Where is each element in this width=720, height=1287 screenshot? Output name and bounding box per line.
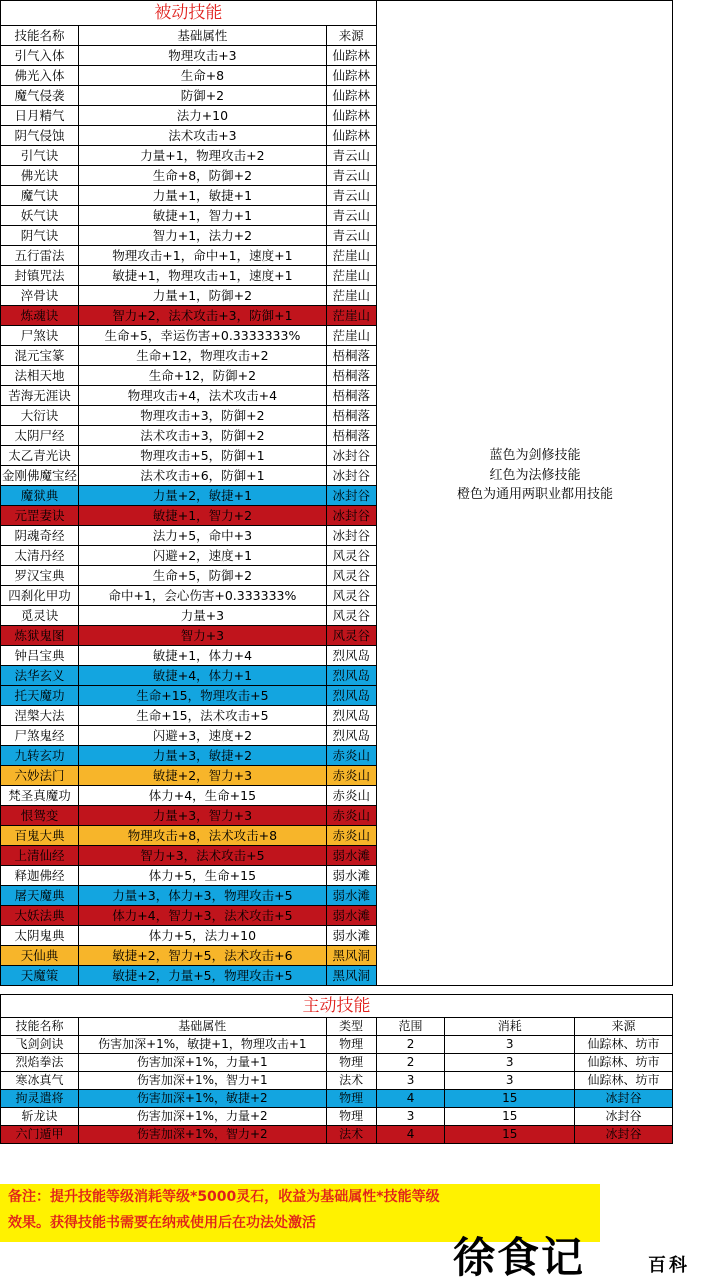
skill-source: 风灵谷 — [326, 626, 376, 646]
active-skill-row — [1, 1108, 673, 1126]
skill-attr: 智力+3，法术攻击+5 — [78, 846, 326, 866]
skill-range: 2 — [376, 1054, 445, 1072]
skill-name: 梵圣真魔功 — [1, 786, 79, 806]
skill-attr: 闪避+2，速度+1 — [78, 546, 326, 566]
skill-name: 苦海无涯诀 — [1, 386, 79, 406]
skill-source: 风灵谷 — [326, 546, 376, 566]
skill-attr: 敏捷+1，体力+4 — [78, 646, 326, 666]
skill-name: 五行雷法 — [1, 246, 79, 266]
skill-source: 黑风洞 — [326, 946, 376, 966]
skill-attr: 伤害加深+1%，力量+1 — [78, 1054, 326, 1072]
skill-source: 仙踪林、坊市 — [575, 1072, 673, 1090]
skill-attr: 法术攻击+6，防御+1 — [78, 466, 326, 486]
skill-name: 太阴尸经 — [1, 426, 79, 446]
skill-cost: 3 — [445, 1036, 575, 1054]
skill-source: 仙踪林 — [326, 66, 376, 86]
skill-source: 冰封谷 — [326, 466, 376, 486]
skill-attr: 法力+5，命中+3 — [78, 526, 326, 546]
active-title: 主动技能 — [1, 995, 673, 1018]
skill-attr: 命中+1，会心伤害+0.333333% — [78, 586, 326, 606]
skill-source: 青云山 — [326, 166, 376, 186]
skill-name: 九转玄功 — [1, 746, 79, 766]
skill-source: 冰封谷 — [326, 486, 376, 506]
skill-source: 黑风洞 — [326, 966, 376, 986]
active-skills-table — [0, 994, 673, 1144]
skill-cost: 3 — [445, 1054, 575, 1072]
skill-source: 弱水滩 — [326, 846, 376, 866]
skill-source: 弱水滩 — [326, 926, 376, 946]
skill-attr: 伤害加深+1%，智力+2 — [78, 1126, 326, 1144]
skill-name: 尸煞诀 — [1, 326, 79, 346]
skill-source: 茫崖山 — [326, 306, 376, 326]
skill-attr: 防御+2 — [78, 86, 326, 106]
skill-name: 炼魂诀 — [1, 306, 79, 326]
skill-name: 飞剑剑诀 — [1, 1036, 79, 1054]
skill-name: 太阴鬼典 — [1, 926, 79, 946]
skill-name: 寒冰真气 — [1, 1072, 79, 1090]
skill-name: 阴魂奇经 — [1, 526, 79, 546]
active-skill-row — [1, 1090, 673, 1108]
skill-name: 罗汉宝典 — [1, 566, 79, 586]
skill-attr: 力量+3，体力+3，物理攻击+5 — [78, 886, 326, 906]
skill-source: 烈风岛 — [326, 686, 376, 706]
skill-attr: 体力+5，生命+15 — [78, 866, 326, 886]
skill-source: 赤炎山 — [326, 786, 376, 806]
skill-source: 弱水滩 — [326, 886, 376, 906]
skill-attr: 敏捷+2，智力+3 — [78, 766, 326, 786]
skill-name: 金刚佛魔宝经 — [1, 466, 79, 486]
skill-source: 风灵谷 — [326, 606, 376, 626]
skill-attr: 力量+3，智力+3 — [78, 806, 326, 826]
skill-type: 物理 — [326, 1036, 376, 1054]
skill-name: 烈焰拳法 — [1, 1054, 79, 1072]
color-legend — [395, 446, 675, 505]
skill-source: 茫崖山 — [326, 266, 376, 286]
skill-range: 2 — [376, 1036, 445, 1054]
skill-source: 风灵谷 — [326, 566, 376, 586]
skill-name: 日月精气 — [1, 106, 79, 126]
active-skill-row — [1, 1126, 673, 1144]
skill-attr: 伤害加深+1%，力量+2 — [78, 1108, 326, 1126]
skill-name: 魔气侵袭 — [1, 86, 79, 106]
skill-attr: 敏捷+4，体力+1 — [78, 666, 326, 686]
skill-source: 冰封谷 — [326, 506, 376, 526]
skill-source: 冰封谷 — [326, 526, 376, 546]
skill-source: 仙踪林 — [326, 46, 376, 66]
skill-type: 法术 — [326, 1126, 376, 1144]
skill-attr: 物理攻击+8，法术攻击+8 — [78, 826, 326, 846]
active-header-row — [1, 1018, 673, 1036]
skill-name: 天魔策 — [1, 966, 79, 986]
skill-name: 引气诀 — [1, 146, 79, 166]
skill-name: 恨鸳变 — [1, 806, 79, 826]
skill-name: 妖气诀 — [1, 206, 79, 226]
skill-source: 烈风岛 — [326, 726, 376, 746]
footnote-line-1: 备注：提升技能等级消耗等级*5000灵石，收益为基础属性*技能等级 — [8, 1189, 440, 1205]
skill-cost: 15 — [445, 1090, 575, 1108]
skill-name: 混元宝篆 — [1, 346, 79, 366]
skill-name: 天仙典 — [1, 946, 79, 966]
skill-attr: 力量+1，敏捷+1 — [78, 186, 326, 206]
active-col-cost: 消耗 — [445, 1018, 575, 1036]
skill-attr: 法术攻击+3，防御+2 — [78, 426, 326, 446]
skill-source: 梧桐落 — [326, 366, 376, 386]
skill-name: 涅槃大法 — [1, 706, 79, 726]
skill-name: 上清仙经 — [1, 846, 79, 866]
skill-name: 封镇咒法 — [1, 266, 79, 286]
skill-source: 烈风岛 — [326, 666, 376, 686]
col-header-name: 技能名称 — [1, 26, 79, 46]
skill-source: 赤炎山 — [326, 746, 376, 766]
skill-source: 青云山 — [326, 206, 376, 226]
skill-name: 大妖法典 — [1, 906, 79, 926]
skill-name: 元罡妻诀 — [1, 506, 79, 526]
skill-name: 阴气诀 — [1, 226, 79, 246]
skill-source: 弱水滩 — [326, 866, 376, 886]
skill-source: 烈风岛 — [326, 646, 376, 666]
skill-attr: 物理攻击+1，命中+1，速度+1 — [78, 246, 326, 266]
skill-source: 仙踪林 — [326, 126, 376, 146]
skill-attr: 生命+12，防御+2 — [78, 366, 326, 386]
skill-name: 托天魔功 — [1, 686, 79, 706]
skill-name: 淬骨诀 — [1, 286, 79, 306]
skill-name: 引气入体 — [1, 46, 79, 66]
skill-source: 茫崖山 — [326, 326, 376, 346]
skill-name: 钟吕宝典 — [1, 646, 79, 666]
active-skill-row — [1, 1054, 673, 1072]
skill-attr: 物理攻击+3 — [78, 46, 326, 66]
skill-name: 拘灵遣将 — [1, 1090, 79, 1108]
active-col-attr: 基础属性 — [78, 1018, 326, 1036]
legend-blue: 蓝色为剑修技能 — [489, 448, 581, 463]
skill-attr: 体力+4，智力+3，法术攻击+5 — [78, 906, 326, 926]
skill-range: 4 — [376, 1090, 445, 1108]
skill-name: 阴气侵蚀 — [1, 126, 79, 146]
skill-source: 冰封谷 — [575, 1108, 673, 1126]
skill-name: 屠天魔典 — [1, 886, 79, 906]
skill-cost: 3 — [445, 1072, 575, 1090]
skill-type: 法术 — [326, 1072, 376, 1090]
skill-range: 3 — [376, 1072, 445, 1090]
watermark-logo: 徐食记 — [453, 1233, 586, 1282]
skill-name: 觅灵诀 — [1, 606, 79, 626]
skill-attr: 伤害加深+1%，敏捷+2 — [78, 1090, 326, 1108]
skill-attr: 生命+12，物理攻击+2 — [78, 346, 326, 366]
skill-attr: 力量+1，物理攻击+2 — [78, 146, 326, 166]
active-col-range: 范围 — [376, 1018, 445, 1036]
passive-title: 被动技能 — [1, 1, 377, 26]
col-header-source: 来源 — [326, 26, 376, 46]
skill-source: 仙踪林、坊市 — [575, 1054, 673, 1072]
active-col-name: 技能名称 — [1, 1018, 79, 1036]
skill-attr: 力量+3，敏捷+2 — [78, 746, 326, 766]
skill-attr: 体力+4，生命+15 — [78, 786, 326, 806]
skill-attr: 法力+10 — [78, 106, 326, 126]
skill-range: 4 — [376, 1126, 445, 1144]
skill-source: 青云山 — [326, 146, 376, 166]
skill-attr: 力量+1，防御+2 — [78, 286, 326, 306]
skill-attr: 生命+5，防御+2 — [78, 566, 326, 586]
skill-name: 佛光诀 — [1, 166, 79, 186]
skill-attr: 体力+5，法力+10 — [78, 926, 326, 946]
skill-source: 青云山 — [326, 186, 376, 206]
active-skill-row — [1, 1036, 673, 1054]
skill-attr: 智力+3 — [78, 626, 326, 646]
skill-attr: 伤害加深+1%，智力+1 — [78, 1072, 326, 1090]
skill-name: 法相天地 — [1, 366, 79, 386]
skill-attr: 物理攻击+5，防御+1 — [78, 446, 326, 466]
skill-source: 赤炎山 — [326, 806, 376, 826]
skill-attr: 生命+15，法术攻击+5 — [78, 706, 326, 726]
skill-attr: 敏捷+2，力量+5，物理攻击+5 — [78, 966, 326, 986]
skill-attr: 智力+2，法术攻击+3，防御+1 — [78, 306, 326, 326]
skill-attr: 力量+2，敏捷+1 — [78, 486, 326, 506]
legend-orange: 橙色为通用两职业都用技能 — [456, 487, 613, 502]
skill-name: 斩龙诀 — [1, 1108, 79, 1126]
skill-source: 青云山 — [326, 226, 376, 246]
skill-source: 冰封谷 — [326, 446, 376, 466]
skill-source: 梧桐落 — [326, 386, 376, 406]
skill-source: 梧桐落 — [326, 346, 376, 366]
skill-name: 尸煞鬼经 — [1, 726, 79, 746]
skill-name: 六门遁甲 — [1, 1126, 79, 1144]
skill-name: 太清丹经 — [1, 546, 79, 566]
skill-source: 仙踪林 — [326, 86, 376, 106]
col-header-attr: 基础属性 — [78, 26, 326, 46]
skill-type: 物理 — [326, 1054, 376, 1072]
skill-source: 仙踪林 — [326, 106, 376, 126]
active-skill-row — [1, 1072, 673, 1090]
active-col-source: 来源 — [575, 1018, 673, 1036]
skill-attr: 敏捷+1，物理攻击+1，速度+1 — [78, 266, 326, 286]
skill-name: 法华玄义 — [1, 666, 79, 686]
skill-source: 茫崖山 — [326, 286, 376, 306]
skill-name: 四刹化甲功 — [1, 586, 79, 606]
skill-name: 释迦佛经 — [1, 866, 79, 886]
active-col-type: 类型 — [326, 1018, 376, 1036]
watermark-sub: 百科 — [648, 1255, 690, 1276]
skill-source: 风灵谷 — [326, 586, 376, 606]
skill-source: 茫崖山 — [326, 246, 376, 266]
skill-attr: 敏捷+2，智力+5，法术攻击+6 — [78, 946, 326, 966]
skill-source: 冰封谷 — [575, 1090, 673, 1108]
skill-source: 梧桐落 — [326, 406, 376, 426]
skill-attr: 生命+15，物理攻击+5 — [78, 686, 326, 706]
skill-attr: 物理攻击+4，法术攻击+4 — [78, 386, 326, 406]
skill-attr: 闪避+3，速度+2 — [78, 726, 326, 746]
skill-name: 大衍诀 — [1, 406, 79, 426]
skill-range: 3 — [376, 1108, 445, 1126]
skill-name: 魔狱典 — [1, 486, 79, 506]
skill-source: 冰封谷 — [575, 1126, 673, 1144]
skill-attr: 敏捷+1，智力+2 — [78, 506, 326, 526]
skill-name: 魔气诀 — [1, 186, 79, 206]
skill-cost: 15 — [445, 1126, 575, 1144]
skill-attr: 生命+8，防御+2 — [78, 166, 326, 186]
skill-attr: 伤害加深+1%，敏捷+1，物理攻击+1 — [78, 1036, 326, 1054]
skill-type: 物理 — [326, 1108, 376, 1126]
skill-attr: 物理攻击+3，防御+2 — [78, 406, 326, 426]
skill-source: 梧桐落 — [326, 426, 376, 446]
skill-attr: 力量+3 — [78, 606, 326, 626]
skill-source: 烈风岛 — [326, 706, 376, 726]
skill-name: 炼狱鬼图 — [1, 626, 79, 646]
skill-source: 弱水滩 — [326, 906, 376, 926]
skill-attr: 法术攻击+3 — [78, 126, 326, 146]
skill-name: 佛光入体 — [1, 66, 79, 86]
skill-cost: 15 — [445, 1108, 575, 1126]
skill-source: 赤炎山 — [326, 826, 376, 846]
skill-attr: 生命+8 — [78, 66, 326, 86]
skill-name: 六妙法门 — [1, 766, 79, 786]
skill-source: 仙踪林、坊市 — [575, 1036, 673, 1054]
skill-attr: 智力+1，法力+2 — [78, 226, 326, 246]
skill-name: 太乙青光诀 — [1, 446, 79, 466]
skill-name: 百鬼大典 — [1, 826, 79, 846]
legend-red: 红色为法修技能 — [489, 467, 581, 483]
skill-attr: 生命+5，幸运伤害+0.3333333% — [78, 326, 326, 346]
skill-attr: 敏捷+1，智力+1 — [78, 206, 326, 226]
skill-type: 物理 — [326, 1090, 376, 1108]
skill-source: 赤炎山 — [326, 766, 376, 786]
footnote-line-2: 效果。获得技能书需要在纳戒使用后在功法处激活 — [8, 1215, 316, 1231]
